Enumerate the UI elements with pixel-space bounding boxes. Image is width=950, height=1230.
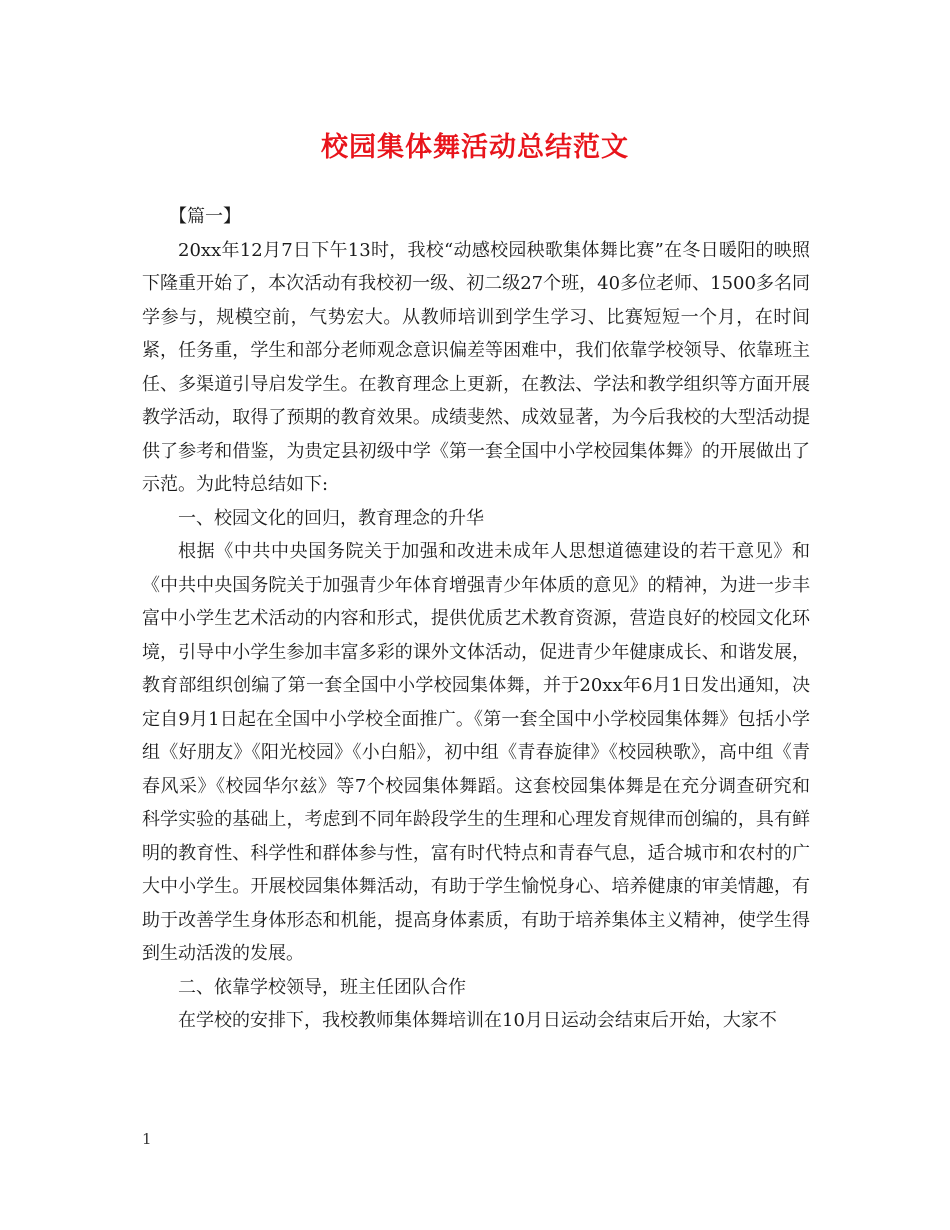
- paragraph-training: 在学校的安排下，我校教师集体舞培训在10月日运动会结束后开始，大家不: [178, 1010, 777, 1031]
- section-heading-1: 一、校园文化的回归，教育理念的升华: [178, 507, 484, 529]
- document-title: 校园集体舞活动总结范文: [321, 132, 629, 163]
- document-body: [142, 200, 810, 1038]
- section-heading-2: 二、依靠学校领导，班主任团队合作: [178, 976, 466, 998]
- paragraph-background: 根据《中共中央国务院关于加强和改进未成年人思想道德建设的若干意见》和《中共中央国务院关于加强青少年体育增强青少年体质的意见》的精神，为进一步丰富中小学生艺术活动的内容和形式，提供优质艺术教育资源，营造良好的校园文化环境，引导中小学生参加丰富多彩的课外文体活动，促进青少年健康成长、和谐发展，教育部组织创编了第一套全国中小学校园集体舞，并于20xx年6月1日发出通知，决定自9月1日起在全国中小学校全面推广。《第一套全国中小学校园集体舞》包括小学组《好朋友》《阳光校园》《小白船》，初中组《青春旋律》《校园秧歌》，高中组《青春风采》《校园华尔兹》等7个校园集体舞蹈。这套校园集体舞是在充分调查研究和科学实验的基础上，考虑到不同年龄段学生的生理和心理发育规律而创编的，具有鲜明的教育性、科学性和群体参与性，富有时代特点和青春气息，适合城市和农村的广大中小学生。开展校园集体舞活动，有助于学生愉悦身心、培养健康的审美情趣，有助于改善学生身体形态和机能，提高身体素质，有助于培养集体主义精神，使学生得到生动活泼的发展。: [142, 541, 810, 964]
- paragraph-intro: 20xx年12月7日下午13时，我校“动感校园秧歌集体舞比赛”在冬日暖阳的映照下隆重开始了，本次活动有我校初一级、初二级27个班，40多位老师、1500多名同学参与，规模空前，气势宏大。从教师培训到学生学习、比赛短短一个月，在时间紧，任务重，学生和部分老师观念意识偏差等困难中，我们依靠学校领导、依靠班主任、多渠道引导启发学生。在教育理念上更新，在教法、学法和教学组织等方面开展教学活动，取得了预期的教育效果。成绩斐然、成效显著，为今后我校的大型活动提供了参考和借鉴，为贵定县初级中学《第一套全国中小学校园集体舞》的开展做出了示范。为此特总结如下:: [142, 239, 810, 495]
- section-label: 【篇一】: [169, 206, 241, 227]
- page-number: 1: [142, 1130, 152, 1148]
